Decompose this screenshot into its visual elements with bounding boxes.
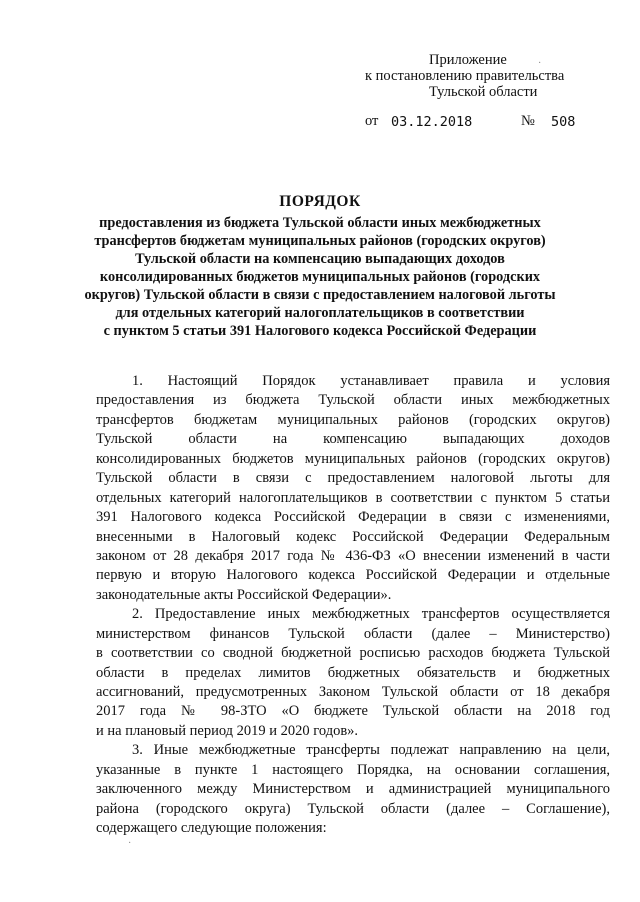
paragraph-line: законом от 28 декабря 2017 года № 436-ФЗ «О внесении изменений в части <box>96 547 610 564</box>
paragraph-line: содержащего следующие положения: <box>96 820 327 837</box>
paragraph-line: предоставления из бюджета Тульской области иных межбюджетных <box>96 392 610 409</box>
number-sign: № <box>521 113 535 129</box>
paragraph-line: заключенного между Министерством и администрацией муниципального <box>96 781 610 798</box>
subtitle-line: Тульской области на компенсацию выпадающих доходов <box>135 251 505 267</box>
paragraph-line: района (городского округа) Тульской области (далее – Соглашение), <box>96 800 610 817</box>
annex-title: Приложение <box>429 52 507 68</box>
paragraph-line: министерством финансов Тульской области (далее – Министерство) <box>96 625 610 642</box>
annex-resolution-line: к постановлению правительства <box>365 68 565 84</box>
scan-speck: · <box>538 58 542 69</box>
document-body <box>96 372 610 839</box>
paragraph-3 <box>96 741 610 838</box>
paragraph-line: 1. Настоящий Порядок устанавливает правила и условия <box>132 373 610 389</box>
paragraph-line: указанные в пункте 1 настоящего Порядка, на основании соглашения, <box>96 761 610 778</box>
paragraph-line: законодательные акты Российской Федерации». <box>96 586 392 603</box>
paragraph-2 <box>96 605 610 741</box>
subtitle-line: с пунктом 5 статьи 391 Налогового кодекса Российской Федерации <box>103 323 537 339</box>
subtitle-line: трансфертов бюджетам муниципальных районов (городских округов) <box>94 233 546 249</box>
paragraph-line: 391 Налогового кодекса Российской Федерации в связи с изменениями, <box>96 509 610 526</box>
from-label: от <box>365 113 379 129</box>
annex-header <box>360 52 600 100</box>
resolution-date-number <box>0 113 640 131</box>
paragraph-line: и на плановый период 2019 и 2020 годов». <box>96 722 359 739</box>
paragraph-line: первую и вторую Налогового кодекса Российской Федерации и отдельные <box>96 567 610 584</box>
subtitle-line: для отдельных категорий налогоплательщиков в соответствии <box>115 305 525 321</box>
paragraph-line: области в пределах лимитов бюджетных обязательств и бюджетных <box>96 664 610 681</box>
paragraph-line: 2. Предоставление иных межбюджетных трансфертов осуществляется <box>132 606 610 623</box>
subtitle-line: консолидированных бюджетов муниципальных районов (городских <box>99 269 541 285</box>
paragraph-line: Тульской области в связи с предоставлением налоговой льготы для <box>96 470 610 487</box>
paragraph-line: консолидированных бюджетов муниципальных районов (городских округов) <box>96 450 610 467</box>
paragraph-line: 2017 года № 98-ЗТО «О бюджете Тульской области на 2018 год <box>96 703 610 720</box>
document-subtitle <box>60 214 580 340</box>
subtitle-line: округов) Тульской области в связи с предоставлением налоговой льготы <box>84 287 556 303</box>
scan-speck: · <box>128 838 132 849</box>
paragraph-1 <box>96 372 610 605</box>
paragraph-line: в соответствии со сводной бюджетной росписью расходов бюджета Тульской <box>96 645 610 662</box>
annex-region-line: Тульской области <box>429 84 538 100</box>
resolution-number: 508 <box>551 114 576 130</box>
subtitle-line: предоставления из бюджета Тульской области иных межбюджетных <box>99 215 541 231</box>
paragraph-line: ассигнований, предусмотренных Законом Тульской области от 18 декабря <box>96 684 610 700</box>
document-title: ПОРЯДОК <box>279 193 361 210</box>
paragraph-line: трансфертов бюджетам муниципальных районов (городских округов) <box>96 411 610 428</box>
resolution-date: 03.12.2018 <box>391 114 473 130</box>
paragraph-line: внесенными в Налоговый кодекс Российской Федерации Федеральным <box>96 528 610 545</box>
paragraph-line: 3. Иные межбюджетные трансферты подлежат направлению на цели, <box>132 742 610 759</box>
paragraph-line: Тульской области на компенсацию выпадающих доходов <box>96 431 610 448</box>
paragraph-line: отдельных категорий налогоплательщиков в соответствии с пунктом 5 статьи <box>96 489 610 506</box>
